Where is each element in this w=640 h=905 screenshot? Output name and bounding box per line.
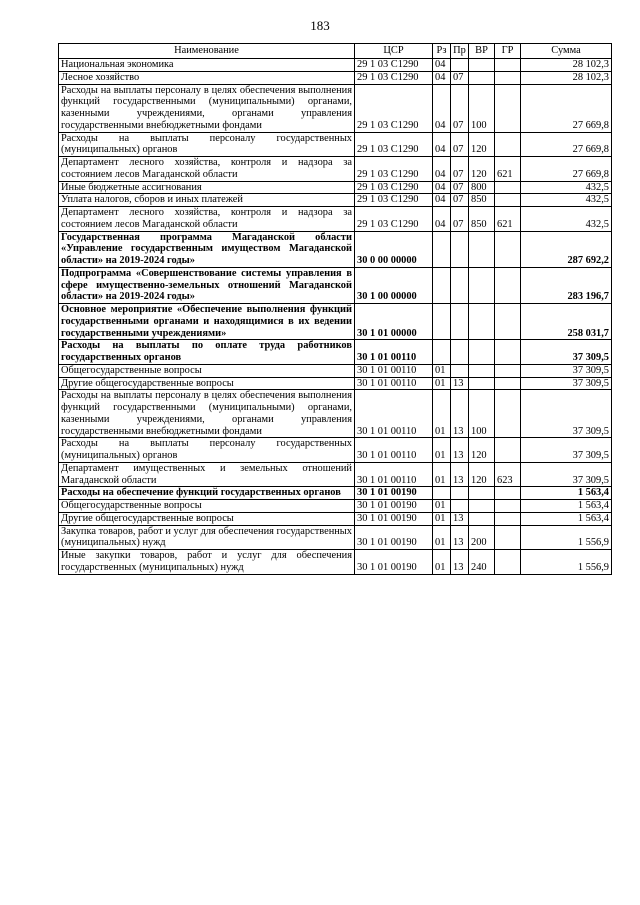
- table-body: [59, 59, 612, 575]
- cell-csr: 29 1 03 С1290: [355, 194, 433, 207]
- cell-sum: 37 309,5: [521, 438, 612, 463]
- cell-name: Расходы на выплаты персоналу государственных (муниципальных) органов: [59, 132, 355, 157]
- cell-rz: 01: [433, 438, 451, 463]
- cell-rz: 04: [433, 132, 451, 157]
- table-row: [59, 304, 612, 340]
- cell-sum: 1 556,9: [521, 550, 612, 575]
- cell-sum: 37 309,5: [521, 462, 612, 487]
- cell-name: Иные закупки товаров, работ и услуг для обеспечения государственных (муниципальных) нужд: [59, 550, 355, 575]
- header-row: [59, 44, 612, 59]
- cell-name: Лесное хозяйство: [59, 71, 355, 84]
- cell-gr: [495, 340, 521, 365]
- cell-vr: 240: [469, 550, 495, 575]
- cell-rz: 01: [433, 377, 451, 390]
- cell-vr: [469, 377, 495, 390]
- cell-gr: [495, 512, 521, 525]
- cell-name: Департамент лесного хозяйства, контроля и надзора за состоянием лесов Магаданской области: [59, 207, 355, 232]
- cell-vr: 120: [469, 438, 495, 463]
- cell-pr: 13: [451, 550, 469, 575]
- table-row: [59, 525, 612, 550]
- cell-gr: [495, 84, 521, 132]
- cell-rz: 01: [433, 364, 451, 377]
- cell-sum: 258 031,7: [521, 304, 612, 340]
- cell-pr: 13: [451, 512, 469, 525]
- cell-csr: 30 1 01 00110: [355, 462, 433, 487]
- table-row: [59, 84, 612, 132]
- cell-pr: [451, 267, 469, 303]
- cell-name: Подпрограмма «Совершенствование системы управления в сфере имущественно-земельных отношений Магаданской области» на 2019-2024 годы»: [59, 267, 355, 303]
- cell-vr: 120: [469, 157, 495, 182]
- cell-csr: 30 1 01 00110: [355, 364, 433, 377]
- cell-sum: 1 563,4: [521, 500, 612, 513]
- cell-gr: [495, 71, 521, 84]
- cell-pr: [451, 340, 469, 365]
- table-row: [59, 59, 612, 72]
- cell-vr: [469, 231, 495, 267]
- table-row: [59, 181, 612, 194]
- cell-sum: 27 669,8: [521, 132, 612, 157]
- cell-rz: 01: [433, 390, 451, 438]
- cell-sum: 28 102,3: [521, 59, 612, 72]
- cell-pr: 07: [451, 132, 469, 157]
- cell-name: Уплата налогов, сборов и иных платежей: [59, 194, 355, 207]
- cell-name: Расходы на выплаты по оплате труда работников государственных органов: [59, 340, 355, 365]
- cell-gr: [495, 132, 521, 157]
- table-row: [59, 132, 612, 157]
- cell-pr: [451, 59, 469, 72]
- cell-csr: 29 1 03 С1290: [355, 59, 433, 72]
- cell-rz: 01: [433, 500, 451, 513]
- cell-vr: 850: [469, 194, 495, 207]
- cell-gr: [495, 364, 521, 377]
- header-sum: Сумма: [521, 44, 612, 59]
- cell-sum: 432,5: [521, 207, 612, 232]
- header-vr: ВР: [469, 44, 495, 59]
- cell-gr: [495, 231, 521, 267]
- cell-vr: 100: [469, 84, 495, 132]
- cell-csr: 29 1 03 С1290: [355, 157, 433, 182]
- table-row: [59, 512, 612, 525]
- cell-pr: 13: [451, 377, 469, 390]
- cell-sum: 28 102,3: [521, 71, 612, 84]
- cell-pr: 13: [451, 525, 469, 550]
- cell-name: Департамент имущественных и земельных отношений Магаданской области: [59, 462, 355, 487]
- cell-csr: 30 1 01 00190: [355, 512, 433, 525]
- header-gr: ГР: [495, 44, 521, 59]
- table-row: [59, 340, 612, 365]
- cell-sum: 37 309,5: [521, 364, 612, 377]
- cell-vr: 800: [469, 181, 495, 194]
- cell-pr: 07: [451, 71, 469, 84]
- table-row: [59, 71, 612, 84]
- table-row: [59, 462, 612, 487]
- cell-gr: 623: [495, 462, 521, 487]
- cell-gr: [495, 500, 521, 513]
- cell-sum: 37 309,5: [521, 340, 612, 365]
- cell-csr: 29 1 03 С1290: [355, 181, 433, 194]
- cell-csr: 30 1 01 00000: [355, 304, 433, 340]
- header-name: Наименование: [59, 44, 355, 59]
- cell-rz: [433, 231, 451, 267]
- header-pr: Пр: [451, 44, 469, 59]
- table-row: [59, 364, 612, 377]
- cell-gr: [495, 487, 521, 500]
- cell-rz: [433, 487, 451, 500]
- cell-pr: [451, 487, 469, 500]
- cell-rz: 04: [433, 194, 451, 207]
- budget-table: [58, 43, 612, 575]
- cell-name: Иные бюджетные ассигнования: [59, 181, 355, 194]
- cell-name: Национальная экономика: [59, 59, 355, 72]
- cell-csr: 30 1 01 00190: [355, 550, 433, 575]
- cell-vr: 120: [469, 132, 495, 157]
- cell-rz: 04: [433, 157, 451, 182]
- cell-name: Другие общегосударственные вопросы: [59, 377, 355, 390]
- cell-csr: 30 1 01 00110: [355, 340, 433, 365]
- table-row: [59, 390, 612, 438]
- cell-vr: [469, 512, 495, 525]
- cell-gr: [495, 59, 521, 72]
- cell-name: Государственная программа Магаданской области «Управление государственным имуществом Магаданской области» на 2019-2024 годы»: [59, 231, 355, 267]
- cell-vr: [469, 364, 495, 377]
- table-row: [59, 550, 612, 575]
- cell-name: Расходы на выплаты персоналу в целях обеспечения выполнения функций государственными (муниципальными) органами, казенными учреждениями, органами управления государственными внебюджетными фондами: [59, 390, 355, 438]
- cell-vr: [469, 487, 495, 500]
- cell-vr: [469, 71, 495, 84]
- cell-csr: 29 1 03 С1290: [355, 207, 433, 232]
- table-row: [59, 267, 612, 303]
- cell-vr: 850: [469, 207, 495, 232]
- cell-pr: 13: [451, 462, 469, 487]
- table-row: [59, 194, 612, 207]
- header-csr: ЦСР: [355, 44, 433, 59]
- cell-rz: 04: [433, 84, 451, 132]
- cell-vr: [469, 59, 495, 72]
- cell-sum: 37 309,5: [521, 377, 612, 390]
- cell-csr: 29 1 03 С1290: [355, 132, 433, 157]
- cell-csr: 30 1 01 00190: [355, 500, 433, 513]
- cell-rz: 04: [433, 71, 451, 84]
- cell-sum: 432,5: [521, 194, 612, 207]
- cell-rz: [433, 304, 451, 340]
- cell-pr: 13: [451, 390, 469, 438]
- cell-gr: [495, 550, 521, 575]
- cell-rz: 01: [433, 525, 451, 550]
- cell-gr: [495, 194, 521, 207]
- cell-csr: 30 1 01 00110: [355, 390, 433, 438]
- page-number: 183: [310, 18, 330, 33]
- header-rz: Рз: [433, 44, 451, 59]
- table-row: [59, 500, 612, 513]
- cell-rz: 04: [433, 59, 451, 72]
- cell-name: Расходы на обеспечение функций государственных органов: [59, 487, 355, 500]
- cell-rz: [433, 340, 451, 365]
- cell-rz: 04: [433, 181, 451, 194]
- cell-rz: 01: [433, 512, 451, 525]
- cell-csr: 30 1 01 00110: [355, 377, 433, 390]
- cell-name: Основное мероприятие «Обеспечение выполнения функций государственными органами и находящимися в их ведении государственными учреждениями»: [59, 304, 355, 340]
- cell-csr: 29 1 03 С1290: [355, 71, 433, 84]
- cell-gr: [495, 525, 521, 550]
- table-row: [59, 231, 612, 267]
- cell-gr: [495, 377, 521, 390]
- cell-name: Расходы на выплаты персоналу в целях обеспечения выполнения функций государственными (муниципальными) органами, казенными учреждениями, органами управления государственными внебюджетными фондами: [59, 84, 355, 132]
- cell-csr: 30 1 00 00000: [355, 267, 433, 303]
- table-row: [59, 157, 612, 182]
- cell-pr: [451, 364, 469, 377]
- cell-sum: 432,5: [521, 181, 612, 194]
- cell-pr: [451, 231, 469, 267]
- cell-csr: 30 1 01 00190: [355, 487, 433, 500]
- cell-sum: 1 556,9: [521, 525, 612, 550]
- cell-pr: 07: [451, 157, 469, 182]
- cell-sum: 283 196,7: [521, 267, 612, 303]
- cell-gr: [495, 181, 521, 194]
- cell-name: Департамент лесного хозяйства, контроля и надзора за состоянием лесов Магаданской области: [59, 157, 355, 182]
- cell-rz: 01: [433, 550, 451, 575]
- cell-pr: 07: [451, 194, 469, 207]
- cell-pr: 07: [451, 84, 469, 132]
- cell-gr: [495, 304, 521, 340]
- cell-vr: 120: [469, 462, 495, 487]
- table-row: [59, 377, 612, 390]
- cell-sum: 1 563,4: [521, 512, 612, 525]
- cell-vr: 200: [469, 525, 495, 550]
- cell-name: Общегосударственные вопросы: [59, 500, 355, 513]
- cell-gr: 621: [495, 207, 521, 232]
- cell-vr: [469, 267, 495, 303]
- cell-name: Расходы на выплаты персоналу государственных (муниципальных) органов: [59, 438, 355, 463]
- cell-sum: 27 669,8: [521, 157, 612, 182]
- cell-name: Закупка товаров, работ и услуг для обеспечения государственных (муниципальных) нужд: [59, 525, 355, 550]
- cell-pr: [451, 304, 469, 340]
- cell-vr: 100: [469, 390, 495, 438]
- cell-vr: [469, 500, 495, 513]
- cell-pr: 13: [451, 438, 469, 463]
- cell-vr: [469, 304, 495, 340]
- cell-csr: 29 1 03 С1290: [355, 84, 433, 132]
- cell-sum: 287 692,2: [521, 231, 612, 267]
- cell-gr: [495, 438, 521, 463]
- cell-pr: 07: [451, 181, 469, 194]
- cell-csr: 30 1 01 00190: [355, 525, 433, 550]
- cell-rz: 01: [433, 462, 451, 487]
- cell-name: Другие общегосударственные вопросы: [59, 512, 355, 525]
- cell-rz: 04: [433, 207, 451, 232]
- cell-sum: 1 563,4: [521, 487, 612, 500]
- cell-name: Общегосударственные вопросы: [59, 364, 355, 377]
- cell-gr: [495, 267, 521, 303]
- cell-pr: 07: [451, 207, 469, 232]
- table-row: [59, 487, 612, 500]
- cell-csr: 30 0 00 00000: [355, 231, 433, 267]
- cell-rz: [433, 267, 451, 303]
- cell-gr: 621: [495, 157, 521, 182]
- cell-csr: 30 1 01 00110: [355, 438, 433, 463]
- table-row: [59, 438, 612, 463]
- cell-sum: 37 309,5: [521, 390, 612, 438]
- cell-vr: [469, 340, 495, 365]
- cell-sum: 27 669,8: [521, 84, 612, 132]
- cell-pr: [451, 500, 469, 513]
- table-row: [59, 207, 612, 232]
- cell-gr: [495, 390, 521, 438]
